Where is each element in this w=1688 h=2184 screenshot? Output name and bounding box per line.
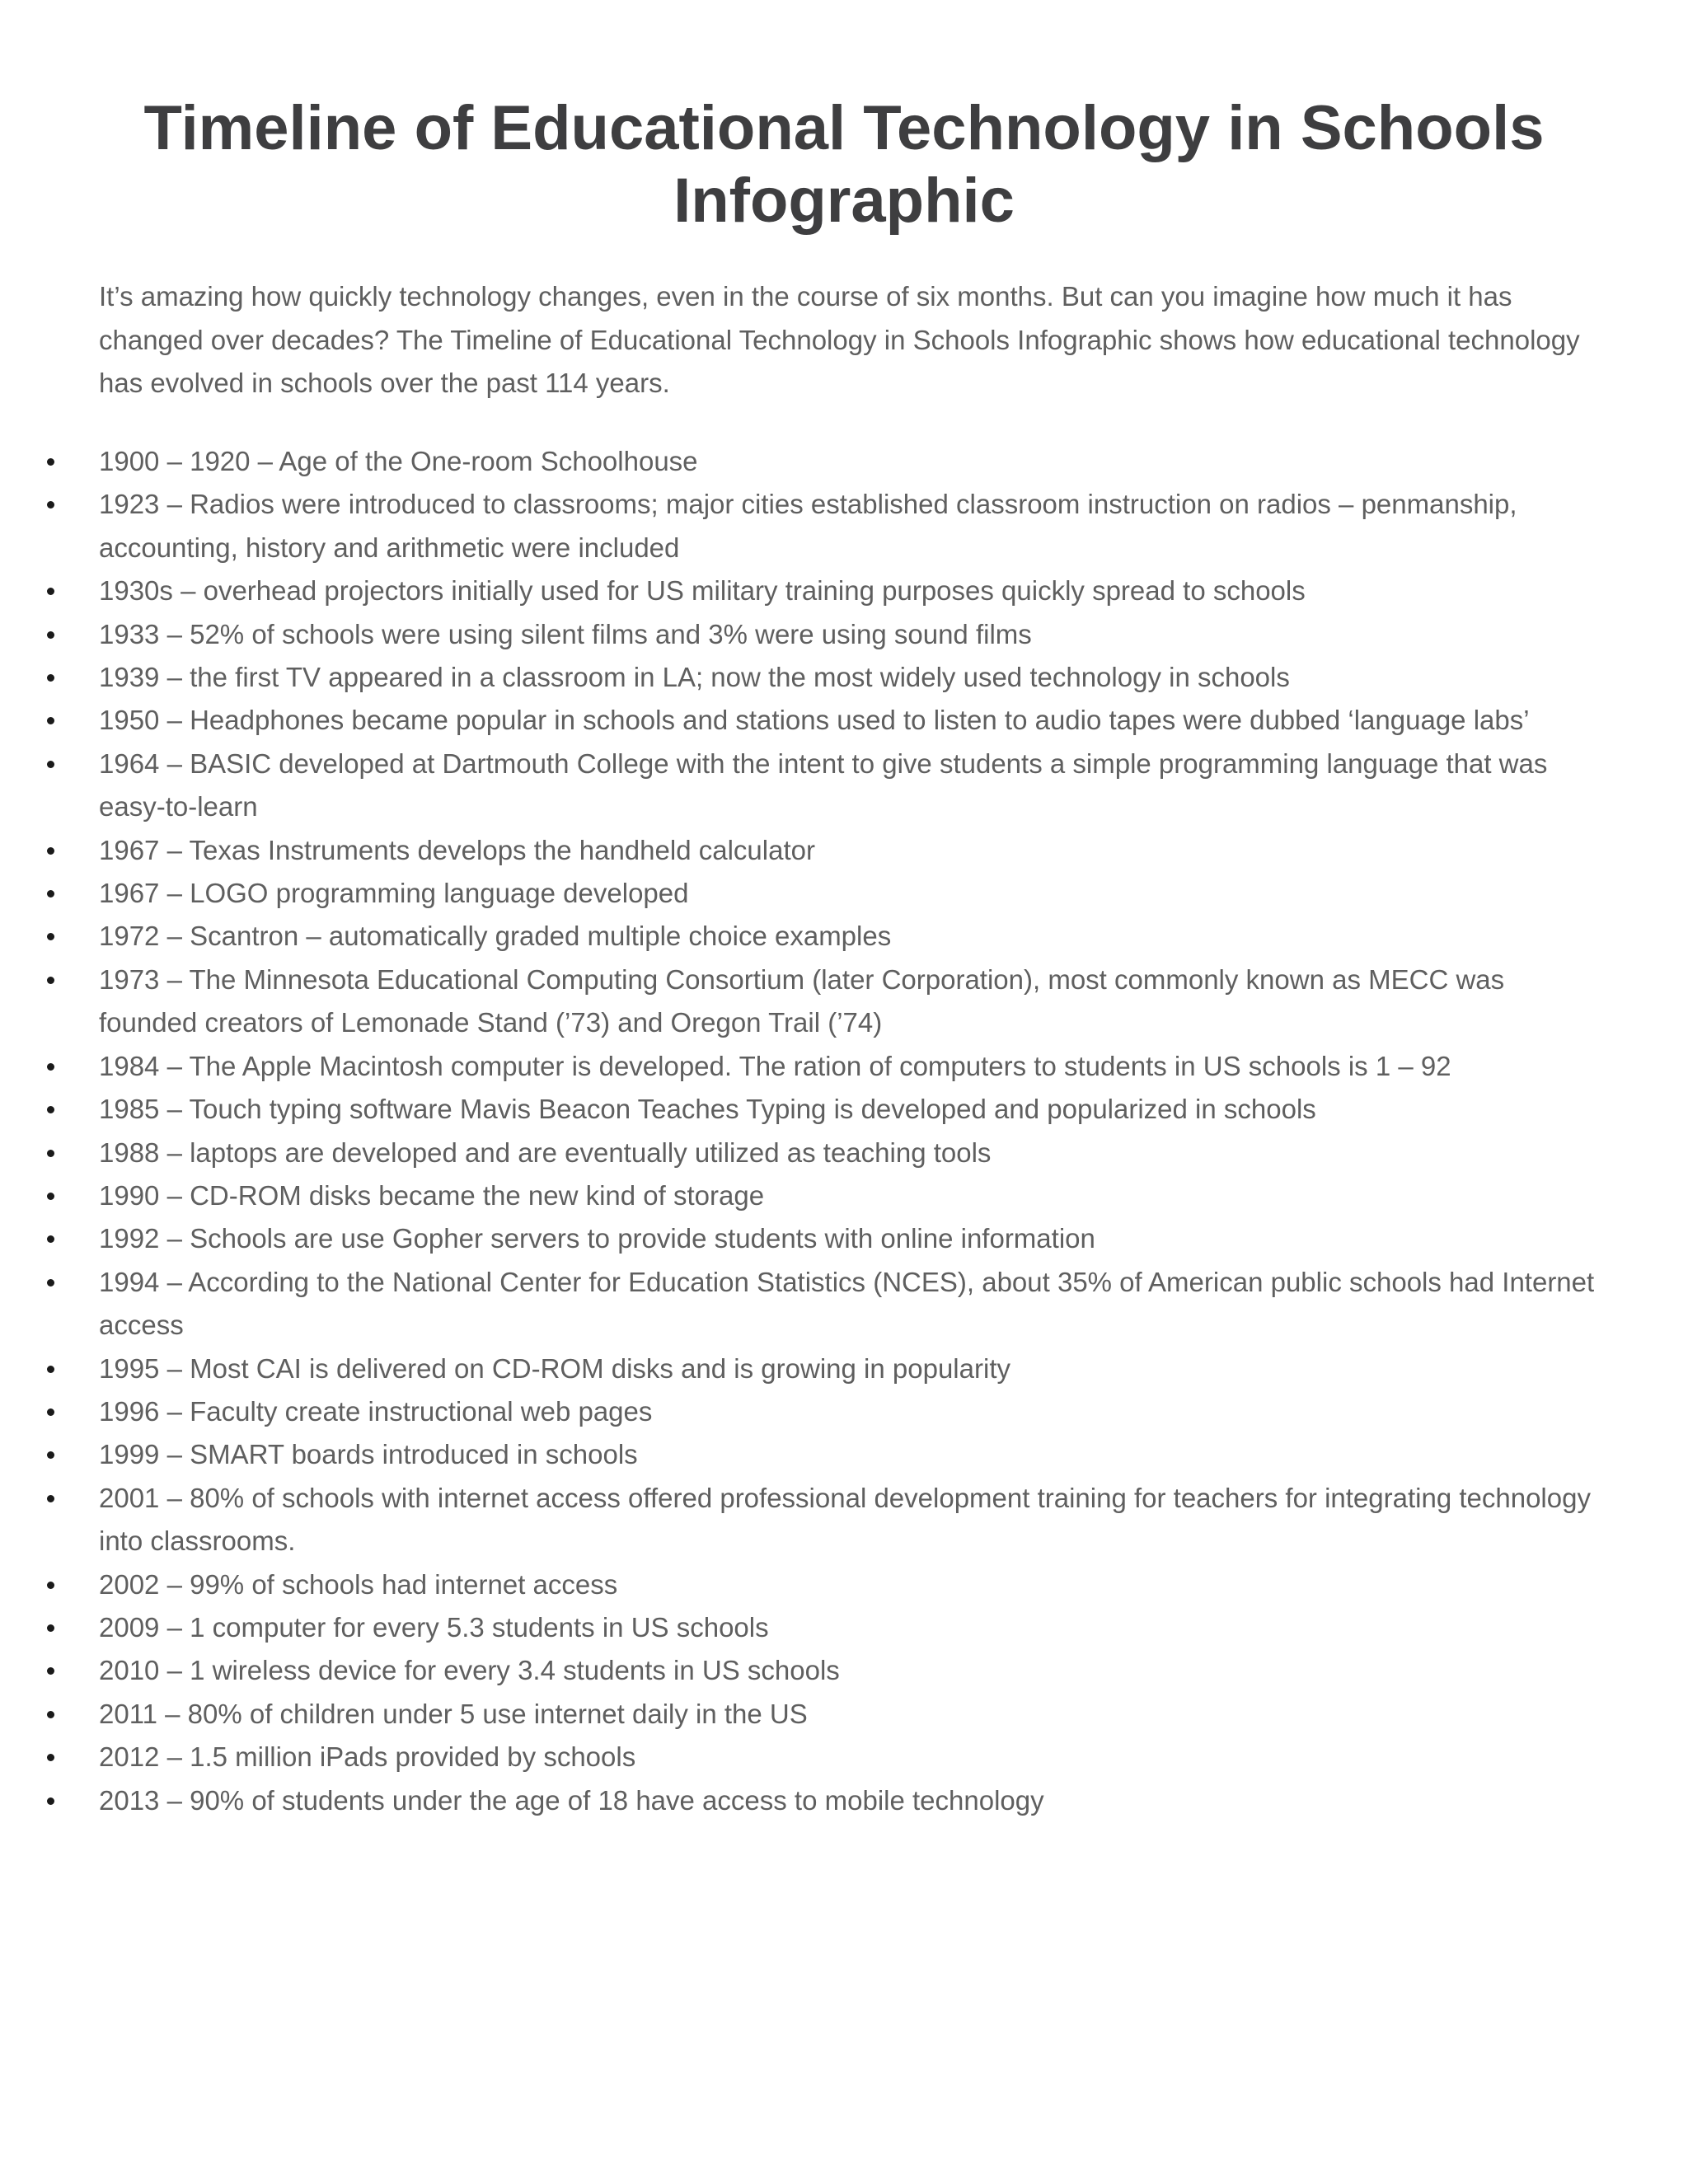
timeline-item-text: 1984 – The Apple Macintosh computer is developed. The ration of computers to students in US schools is 1 – 92 bbox=[99, 1050, 1451, 1081]
bullet-icon bbox=[47, 717, 54, 724]
timeline-item bbox=[99, 1433, 1607, 1476]
bullet-icon bbox=[47, 1279, 54, 1286]
timeline-item-text: 1988 – laptops are developed and are eventually utilized as teaching tools bbox=[99, 1137, 992, 1168]
bullet-icon bbox=[47, 588, 54, 595]
bullet-icon bbox=[47, 1235, 54, 1243]
timeline-item bbox=[99, 743, 1607, 829]
bullet-icon bbox=[47, 458, 54, 466]
timeline-item-text: 1994 – According to the National Center for Education Statistics (NCES), about 35% of American public schools had Internet access bbox=[99, 1266, 1595, 1341]
bullet-icon bbox=[47, 1408, 54, 1416]
timeline-item bbox=[99, 1693, 1607, 1736]
timeline-item bbox=[99, 1390, 1607, 1433]
timeline-item-text: 2013 – 90% of students under the age of 18 have access to mobile technology bbox=[99, 1784, 1044, 1816]
timeline-item-text: 1992 – Schools are use Gopher servers to provide students with online information bbox=[99, 1223, 1095, 1254]
timeline-item bbox=[99, 1045, 1607, 1088]
timeline-item-text: 2009 – 1 computer for every 5.3 students in US schools bbox=[99, 1611, 769, 1643]
timeline-item bbox=[99, 483, 1607, 569]
timeline-item-text: 1973 – The Minnesota Educational Computing Consortium (later Corporation), most commonly known as MECC was founded creators of Lemonade Stand (’73) and Oregon Trail (’74) bbox=[99, 963, 1505, 1038]
timeline-item bbox=[99, 1477, 1607, 1563]
timeline-item-text: 1967 – Texas Instruments develops the handheld calculator bbox=[99, 834, 815, 865]
timeline-item bbox=[99, 1649, 1607, 1692]
timeline-item-text: 1900 – 1920 – Age of the One-room Schoolhouse bbox=[99, 446, 698, 476]
bullet-icon bbox=[47, 933, 54, 940]
timeline-item bbox=[99, 699, 1607, 742]
bullet-icon bbox=[47, 847, 54, 855]
bullet-icon bbox=[47, 1797, 54, 1805]
bullet-icon bbox=[47, 1754, 54, 1761]
timeline-item bbox=[99, 872, 1607, 915]
bullet-icon bbox=[47, 1150, 54, 1157]
bullet-icon bbox=[47, 1711, 54, 1718]
timeline-item-text: 2011 – 80% of children under 5 use internet daily in the US bbox=[99, 1698, 808, 1729]
timeline-item bbox=[99, 613, 1607, 656]
bullet-icon bbox=[47, 674, 54, 682]
timeline-item bbox=[99, 829, 1607, 872]
document-title: Timeline of Educational Technology in Schools Infographic bbox=[143, 93, 1545, 236]
timeline-item bbox=[99, 1563, 1607, 1606]
bullet-icon bbox=[47, 890, 54, 898]
timeline-item bbox=[99, 958, 1607, 1045]
bullet-icon bbox=[47, 1495, 54, 1502]
timeline-item bbox=[99, 1779, 1607, 1822]
timeline-item bbox=[99, 1261, 1607, 1347]
bullet-icon bbox=[47, 1667, 54, 1675]
timeline-item bbox=[99, 1217, 1607, 1260]
timeline-item-text: 1999 – SMART boards introduced in schools bbox=[99, 1439, 638, 1470]
bullet-icon bbox=[47, 977, 54, 984]
timeline-item bbox=[99, 656, 1607, 699]
timeline-item bbox=[99, 1132, 1607, 1174]
timeline-item-text: 1923 – Radios were introduced to classrooms; major cities established classroom instruction on radios – penmanship, accounting, history and arithmetic were included bbox=[99, 489, 1517, 563]
bullet-icon bbox=[47, 1624, 54, 1632]
timeline-item-text: 1996 – Faculty create instructional web pages bbox=[99, 1395, 653, 1427]
timeline-item bbox=[99, 569, 1607, 612]
timeline-item-text: 2012 – 1.5 million iPads provided by schools bbox=[99, 1741, 636, 1773]
timeline-item-text: 1964 – BASIC developed at Dartmouth College with the intent to give students a simple programming language that was easy-to-learn bbox=[99, 748, 1548, 823]
timeline-item-text: 1930s – overhead projectors initially used for US military training purposes quickly spread to schools bbox=[99, 575, 1306, 607]
timeline-item bbox=[99, 1347, 1607, 1390]
bullet-icon bbox=[47, 1582, 54, 1589]
bullet-icon bbox=[47, 761, 54, 768]
timeline-item-text: 1933 – 52% of schools were using silent films and 3% were using sound films bbox=[99, 618, 1032, 649]
timeline-item bbox=[99, 1736, 1607, 1779]
bullet-icon bbox=[47, 631, 54, 639]
bullet-icon bbox=[47, 1063, 54, 1071]
timeline-item-text: 1990 – CD-ROM disks became the new kind of storage bbox=[99, 1179, 765, 1211]
timeline-item bbox=[99, 1606, 1607, 1649]
timeline-item bbox=[99, 1088, 1607, 1131]
bullet-icon bbox=[47, 1106, 54, 1113]
timeline-item-text: 1972 – Scantron – automatically graded multiple choice examples bbox=[99, 921, 892, 952]
timeline-item-text: 1950 – Headphones became popular in schools and stations used to listen to audio tapes were dubbed ‘language labs’ bbox=[99, 705, 1530, 736]
bullet-icon bbox=[47, 501, 54, 509]
timeline-item bbox=[99, 440, 1607, 483]
timeline-item-text: 1939 – the first TV appeared in a classroom in LA; now the most widely used technology in schools bbox=[99, 662, 1290, 693]
bullet-icon bbox=[47, 1193, 54, 1200]
timeline-item-text: 1995 – Most CAI is delivered on CD-ROM disks and is growing in popularity bbox=[99, 1352, 1010, 1384]
timeline-item-text: 1967 – LOGO programming language developed bbox=[99, 878, 689, 909]
bullet-icon bbox=[47, 1451, 54, 1459]
bullet-icon bbox=[47, 1366, 54, 1373]
timeline-item-text: 2001 – 80% of schools with internet access offered professional development training for teachers for integrating technology into classrooms. bbox=[99, 1482, 1591, 1557]
timeline-item bbox=[99, 915, 1607, 958]
intro-paragraph: It’s amazing how quickly technology changes, even in the course of six months. But can you imagine how much it has changed over decades? The Timeline of Educational Technology in Schools Infographic shows how educational technology has evolved in schools over the past 114 years. bbox=[99, 281, 1580, 398]
timeline-item-text: 1985 – Touch typing software Mavis Beacon Teaches Typing is developed and popularized in schools bbox=[99, 1094, 1316, 1125]
timeline-item-text: 2010 – 1 wireless device for every 3.4 students in US schools bbox=[99, 1655, 840, 1686]
timeline-item bbox=[99, 1174, 1607, 1217]
timeline-list bbox=[99, 440, 1607, 1822]
timeline-item-text: 2002 – 99% of schools had internet access bbox=[99, 1568, 618, 1600]
